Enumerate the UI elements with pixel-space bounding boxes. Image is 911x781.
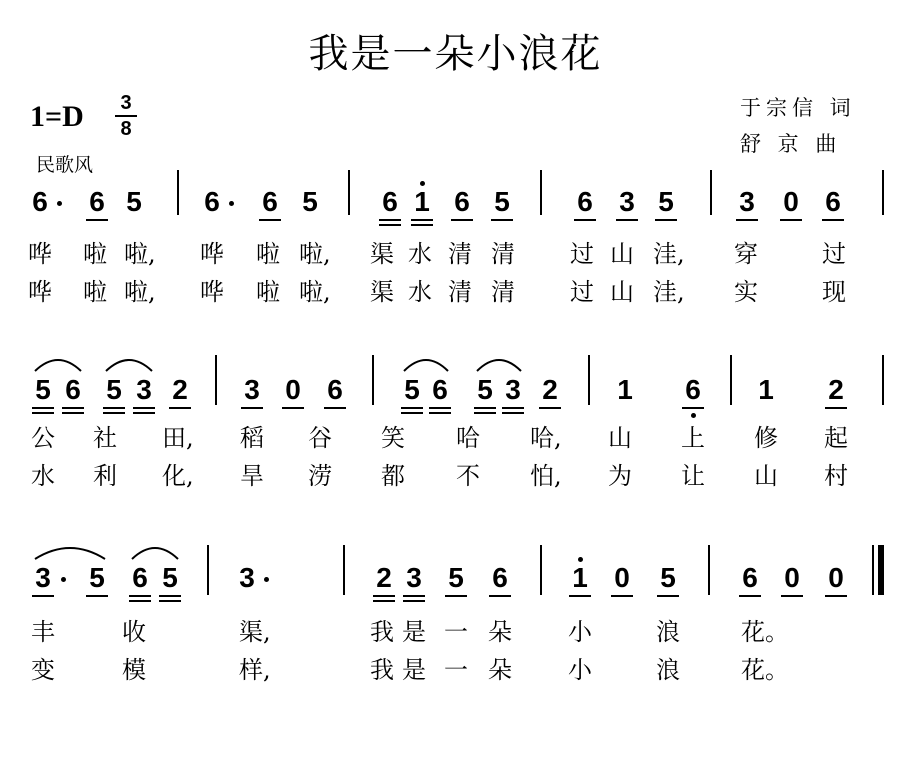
- lyric-word: 啦: [256, 240, 280, 268]
- lyric-word: 浪: [656, 618, 680, 646]
- lyric-word: 清: [491, 240, 515, 268]
- lyric-word: 上: [681, 424, 705, 452]
- note: 6: [432, 374, 448, 405]
- note: 1: [617, 374, 633, 405]
- lyric-word: 为: [608, 462, 632, 490]
- lyric-word: 啦,: [124, 278, 156, 306]
- lyric-word: 小: [568, 656, 592, 684]
- note: 6: [685, 374, 701, 405]
- lyric-word: 哗: [28, 240, 52, 268]
- note: 6: [454, 186, 470, 217]
- lyric-word: 实: [734, 278, 758, 306]
- lyric-word: 洼,: [653, 278, 685, 306]
- lyric-word: 过: [570, 240, 594, 268]
- note: 1: [572, 562, 588, 593]
- lyric-word: 公: [31, 424, 55, 452]
- note: 2: [542, 374, 558, 405]
- composer-credit: 舒 京 曲: [740, 132, 842, 156]
- lyric-word: 我: [370, 656, 394, 684]
- lyric-word: 不: [456, 462, 480, 490]
- lyric-word: 渠: [370, 240, 394, 268]
- song-title: 我是一朵小浪花: [308, 31, 603, 77]
- lyric-word: 是: [402, 656, 426, 684]
- slur: [132, 548, 178, 559]
- lyric-word: 是: [402, 618, 426, 646]
- note: 2: [376, 562, 392, 593]
- slur: [404, 360, 448, 371]
- lyric-word: 让: [681, 462, 705, 490]
- lyric-word: 怕,: [530, 462, 562, 490]
- note: 0: [783, 186, 799, 217]
- lyric-word: 清: [448, 278, 472, 306]
- lyric-word: 山: [610, 240, 634, 268]
- lyric-word: 田,: [162, 424, 194, 452]
- note: 6: [32, 186, 48, 217]
- slur: [106, 360, 152, 371]
- note: 3: [619, 186, 635, 217]
- lyric-word: 啦,: [124, 240, 156, 268]
- note: 0: [784, 562, 800, 593]
- note: 2: [828, 374, 844, 405]
- lyricist-credit: 于宗信 词: [740, 96, 856, 120]
- lyric-word: 现: [822, 278, 846, 306]
- lyric-word: 花。: [741, 618, 789, 646]
- lyric-word: 化,: [162, 462, 194, 490]
- lyric-word: 洼,: [653, 240, 685, 268]
- lyric-word: 水: [408, 240, 432, 268]
- note: 5: [494, 186, 510, 217]
- lyric-word: 模: [122, 656, 146, 684]
- lyric-word: 清: [448, 240, 472, 268]
- note: 6: [327, 374, 343, 405]
- note: 5: [448, 562, 464, 593]
- lyric-word: 变: [31, 656, 55, 684]
- lyric-word: 一: [444, 618, 468, 646]
- lyric-word: 起: [824, 424, 848, 452]
- note: 5: [477, 374, 493, 405]
- note: 5: [126, 186, 142, 217]
- note: 3: [406, 562, 422, 593]
- note: 0: [614, 562, 630, 593]
- lyric-word: 山: [608, 424, 632, 452]
- lyric-word: 啦: [83, 240, 107, 268]
- lyric-word: 我: [370, 618, 394, 646]
- note: 1: [758, 374, 774, 405]
- note: 5: [106, 374, 122, 405]
- lyric-word: 过: [570, 278, 594, 306]
- note: 5: [660, 562, 676, 593]
- note: 6: [132, 562, 148, 593]
- lyric-word: 村: [824, 462, 848, 490]
- note: 6: [492, 562, 508, 593]
- lyric-word: 渠: [370, 278, 394, 306]
- lyric-word: 谷: [308, 424, 332, 452]
- note: 6: [825, 186, 841, 217]
- lyric-word: 清: [491, 278, 515, 306]
- lyric-word: 丰: [31, 618, 55, 646]
- lyric-word: 水: [31, 462, 55, 490]
- lyric-word: 利: [93, 462, 117, 490]
- lyric-word: 收: [122, 618, 146, 646]
- lyric-word: 山: [754, 462, 778, 490]
- note: 5: [658, 186, 674, 217]
- note: 5: [404, 374, 420, 405]
- lyric-word: 旱: [240, 462, 264, 490]
- lyric-word: 啦,: [299, 278, 331, 306]
- lyric-word: 朵: [488, 656, 512, 684]
- note: 1: [414, 186, 430, 217]
- lyric-word: 涝: [308, 462, 332, 490]
- lyric-word: 一: [444, 656, 468, 684]
- slur: [35, 360, 81, 371]
- note: 6: [742, 562, 758, 593]
- slur: [477, 360, 521, 371]
- note: 6: [577, 186, 593, 217]
- note: 2: [172, 374, 188, 405]
- lyric-word: 哗: [28, 278, 52, 306]
- lyric-word: 修: [754, 424, 778, 452]
- lyric-word: 社: [93, 424, 117, 452]
- lyric-word: 浪: [656, 656, 680, 684]
- note: 6: [382, 186, 398, 217]
- note: 5: [35, 374, 51, 405]
- lyric-word: 样,: [239, 656, 271, 684]
- note: 5: [162, 562, 178, 593]
- note: 5: [302, 186, 318, 217]
- note: 3: [739, 186, 755, 217]
- lyric-word: 小: [568, 618, 592, 646]
- note: 6: [262, 186, 278, 217]
- lyric-word: 哗: [200, 278, 224, 306]
- lyric-word: 哗: [200, 240, 224, 268]
- note: 6: [89, 186, 105, 217]
- lyric-word: 穿: [734, 240, 758, 268]
- slur: [35, 548, 105, 559]
- note: 3: [35, 562, 51, 593]
- lyric-word: 过: [822, 240, 846, 268]
- style-marking: 民歌风: [36, 154, 94, 176]
- lyric-word: 啦,: [299, 240, 331, 268]
- note: 3: [136, 374, 152, 405]
- note: 3: [239, 562, 255, 593]
- lyric-word: 啦: [83, 278, 107, 306]
- time-numerator: 3: [120, 92, 132, 114]
- note: 5: [89, 562, 105, 593]
- lyric-word: 花。: [741, 656, 789, 684]
- lyric-word: 朵: [488, 618, 512, 646]
- lyric-word: 山: [610, 278, 634, 306]
- note: 0: [285, 374, 301, 405]
- key-signature: 1=D: [30, 100, 84, 133]
- note: 0: [828, 562, 844, 593]
- lyric-word: 渠,: [239, 618, 271, 646]
- note: 6: [204, 186, 220, 217]
- time-denominator: 8: [120, 118, 132, 140]
- lyric-word: 啦: [256, 278, 280, 306]
- note: 3: [244, 374, 260, 405]
- lyric-word: 哈,: [530, 424, 562, 452]
- lyric-word: 都: [381, 462, 405, 490]
- lyric-word: 稻: [240, 424, 264, 452]
- note: 3: [505, 374, 521, 405]
- lyric-word: 水: [408, 278, 432, 306]
- note: 6: [65, 374, 81, 405]
- lyric-word: 笑: [381, 424, 405, 452]
- lyric-word: 哈: [456, 424, 480, 452]
